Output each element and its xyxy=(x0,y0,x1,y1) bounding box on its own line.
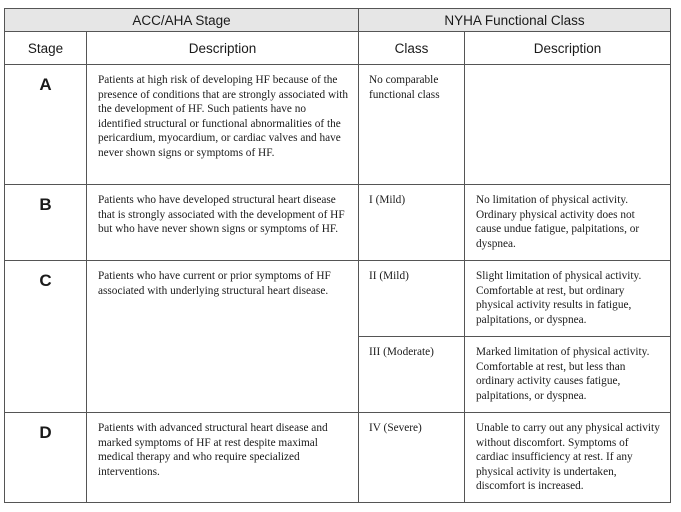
class-column-header: Class xyxy=(359,32,465,65)
stage-description: Patients who have developed structural heart disease that is strongly associated with the development of HF but who have never shown signs or symptoms of HF. xyxy=(87,185,359,261)
acc-aha-stage-header: ACC/AHA Stage xyxy=(5,9,359,32)
hf-classification-table xyxy=(4,8,671,503)
class-description: Slight limitation of physical activity. Comfortable at rest, but ordinary physical activity results in fatigue, palpitations, or dyspnea. xyxy=(465,261,671,337)
stage-label: A xyxy=(5,65,87,185)
functional-class: No comparable functional class xyxy=(359,65,465,185)
class-description: Unable to carry out any physical activity without discomfort. Symptoms of cardiac insufficiency at rest. If any physical activity is undertaken, discomfort is increased. xyxy=(465,413,671,503)
table-row xyxy=(5,261,671,337)
functional-class: III (Moderate) xyxy=(359,337,465,413)
group-header-row xyxy=(5,9,671,32)
column-header-row xyxy=(5,32,671,65)
class-description xyxy=(465,65,671,185)
table-row xyxy=(5,65,671,185)
stage-description: Patients at high risk of developing HF because of the presence of conditions that are strongly associated with the development of HF. Such patients have no identified structural or functional abnormalities of the pericardium, myocardium, or cardiac valves and have never shown signs or symptoms of HF. xyxy=(87,65,359,185)
functional-class: IV (Severe) xyxy=(359,413,465,503)
class-description: Marked limitation of physical activity. Comfortable at rest, but less than ordinary activity causes fatigue, palpitations, or dyspnea. xyxy=(465,337,671,413)
functional-class: I (Mild) xyxy=(359,185,465,261)
stage-description: Patients with advanced structural heart disease and marked symptoms of HF at rest despite maximal medical therapy and who require specialized interventions. xyxy=(87,413,359,503)
table-row xyxy=(5,185,671,261)
stage-column-header: Stage xyxy=(5,32,87,65)
class-description: No limitation of physical activity. Ordinary physical activity does not cause undue fatigue, palpitations, or dyspnea. xyxy=(465,185,671,261)
stage-description-column-header: Description xyxy=(87,32,359,65)
stage-description: Patients who have current or prior symptoms of HF associated with underlying structural heart disease. xyxy=(87,261,359,413)
table-row xyxy=(5,413,671,503)
nyha-class-header: NYHA Functional Class xyxy=(359,9,671,32)
functional-class: II (Mild) xyxy=(359,261,465,337)
stage-label: C xyxy=(5,261,87,413)
class-description-column-header: Description xyxy=(465,32,671,65)
stage-label: B xyxy=(5,185,87,261)
stage-label: D xyxy=(5,413,87,503)
